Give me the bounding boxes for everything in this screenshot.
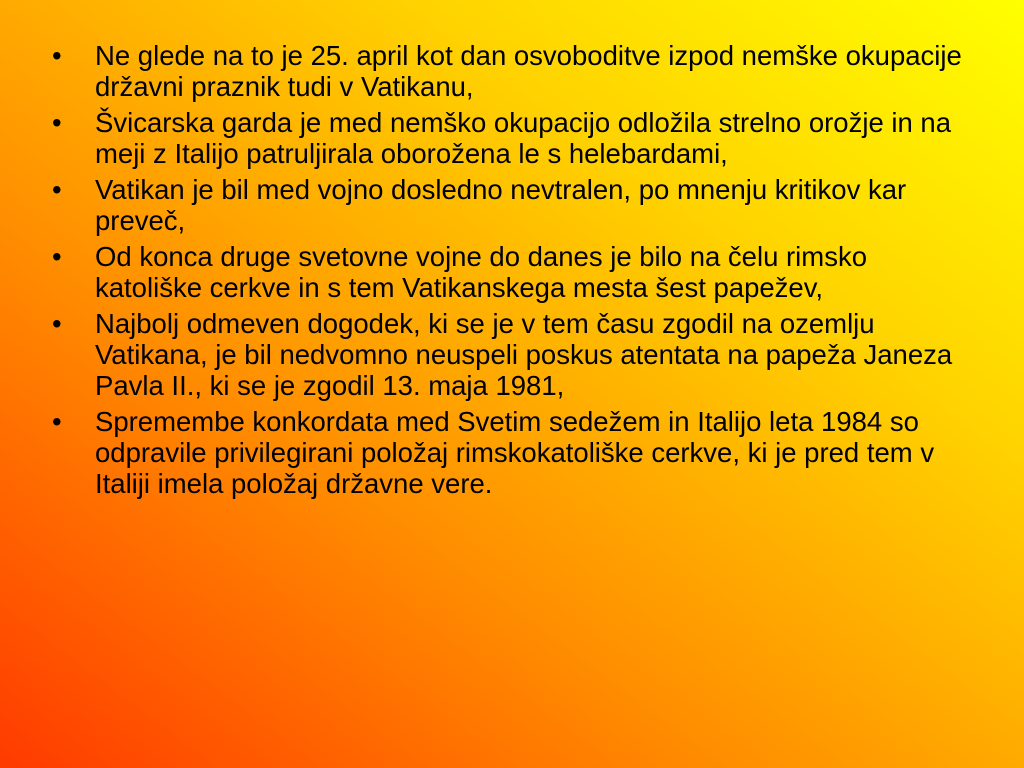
bullet-list bbox=[52, 40, 972, 504]
bullet-item-3 bbox=[52, 174, 972, 236]
bullet-item-6 bbox=[52, 406, 972, 499]
bullet-dot-icon: • bbox=[52, 40, 62, 71]
bullet-text: Švicarska garda je med nemško okupacijo odložila strelno orožje in na meji z Italijo patruljirala oborožena le s helebardami, bbox=[95, 107, 952, 169]
bullet-dot-icon: • bbox=[52, 308, 62, 339]
bullet-item-2 bbox=[52, 107, 972, 169]
bullet-item-4 bbox=[52, 241, 972, 303]
bullet-text: Spremembe konkordata med Svetim sedežem in Italijo leta 1984 so odpravile privilegirani položaj rimskokatoliške cerkve, ki je pred tem v Italiji imela položaj državne vere. bbox=[95, 406, 935, 499]
bullet-text: Od konca druge svetovne vojne do danes je bilo na čelu rimsko katoliške cerkve in s tem Vatikanskega mesta šest papežev, bbox=[95, 241, 867, 303]
bullet-text: Vatikan je bil med vojno dosledno nevtralen, po mnenju kritikov kar preveč, bbox=[95, 174, 907, 236]
bullet-text: Najbolj odmeven dogodek, ki se je v tem času zgodil na ozemlju Vatikana, je bil nedvomno neuspeli poskus atentata na papeža Janeza Pavla II., ki se je zgodil 13. maja 1981, bbox=[95, 308, 953, 401]
bullet-dot-icon: • bbox=[52, 107, 62, 138]
bullet-text: Ne glede na to je 25. april kot dan osvoboditve izpod nemške okupacije državni praznik tudi v Vatikanu, bbox=[95, 40, 962, 102]
bullet-item-1 bbox=[52, 40, 972, 102]
bullet-dot-icon: • bbox=[52, 406, 62, 437]
bullet-item-5 bbox=[52, 308, 972, 401]
bullet-dot-icon: • bbox=[52, 241, 62, 272]
bullet-dot-icon: • bbox=[52, 174, 62, 205]
